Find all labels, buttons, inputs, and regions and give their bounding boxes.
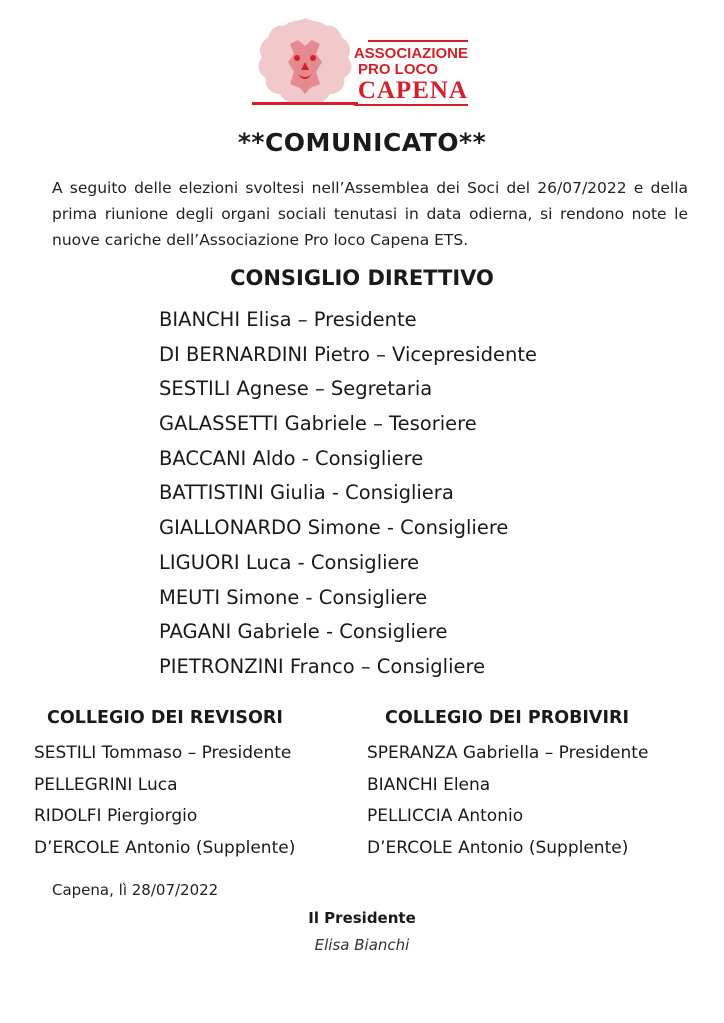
council-member: GIALLONARDO Simone - Consigliere	[159, 516, 509, 540]
probiviri-member: PELLICCIA Antonio	[367, 806, 524, 826]
probiviri-member: BIANCHI Elena	[367, 774, 491, 795]
signature-name: Elisa Bianchi	[314, 936, 410, 954]
council-member: SESTILI Agnese – Segretaria	[159, 377, 433, 401]
council-list	[159, 305, 537, 687]
council-member: DI BERNARDINI Pietro – Vicepresidente	[159, 342, 538, 366]
signature-role: Il Presidente	[308, 909, 416, 927]
council-member: BIANCHI Elisa – Presidente	[159, 308, 417, 331]
revisori-member: D’ERCOLE Antonio (Supplente)	[34, 837, 296, 858]
intro-paragraph: A seguito delle elezioni svoltesi nell’Assemblea dei Soci del 26/07/2022 e della prima riunione degli organi sociali tenutasi in data odierna, si rendono note le nuove cariche dell’Associazione Pro loco Capena ETS.	[52, 179, 688, 249]
council-member: MEUTI Simone - Consigliere	[159, 585, 428, 609]
pro-loco-logo	[250, 14, 472, 110]
council-heading: CONSIGLIO DIRETTIVO	[230, 266, 494, 290]
council-member: PIETRONZINI Franco – Consigliere	[159, 654, 486, 678]
page-title: **COMUNICATO**	[237, 128, 487, 157]
probiviri-list	[367, 740, 648, 866]
council-member: LIGUORI Luca - Consigliere	[159, 550, 420, 574]
revisori-member: RIDOLFI Piergiorgio	[34, 806, 198, 826]
council-member: GALASSETTI Gabriele – Tesoriere	[159, 412, 477, 436]
council-member: BATTISTINI Giulia - Consigliera	[159, 481, 454, 505]
probiviri-section	[367, 708, 648, 866]
revisori-member: SESTILI Tommaso – Presidente	[34, 743, 292, 763]
logo-line-3: CAPENA	[357, 77, 468, 104]
council-member: BACCANI Aldo - Consigliere	[159, 446, 424, 470]
council-member: PAGANI Gabriele - Consigliere	[159, 620, 448, 644]
place-date: Capena, lì 28/07/2022	[52, 881, 219, 899]
logo-line-1: ASSOCIAZIONE	[353, 45, 468, 62]
revisori-list	[34, 740, 295, 866]
lion-icon	[250, 14, 360, 110]
revisori-heading: COLLEGIO DEI REVISORI	[47, 708, 283, 728]
probiviri-member: D’ERCOLE Antonio (Supplente)	[367, 837, 629, 858]
probiviri-heading: COLLEGIO DEI PROBIVIRI	[385, 708, 629, 728]
revisori-section	[34, 708, 295, 866]
logo-line-2: PRO LOCO	[357, 61, 438, 78]
probiviri-member: SPERANZA Gabriella – Presidente	[367, 743, 649, 763]
revisori-member: PELLEGRINI Luca	[34, 774, 178, 795]
